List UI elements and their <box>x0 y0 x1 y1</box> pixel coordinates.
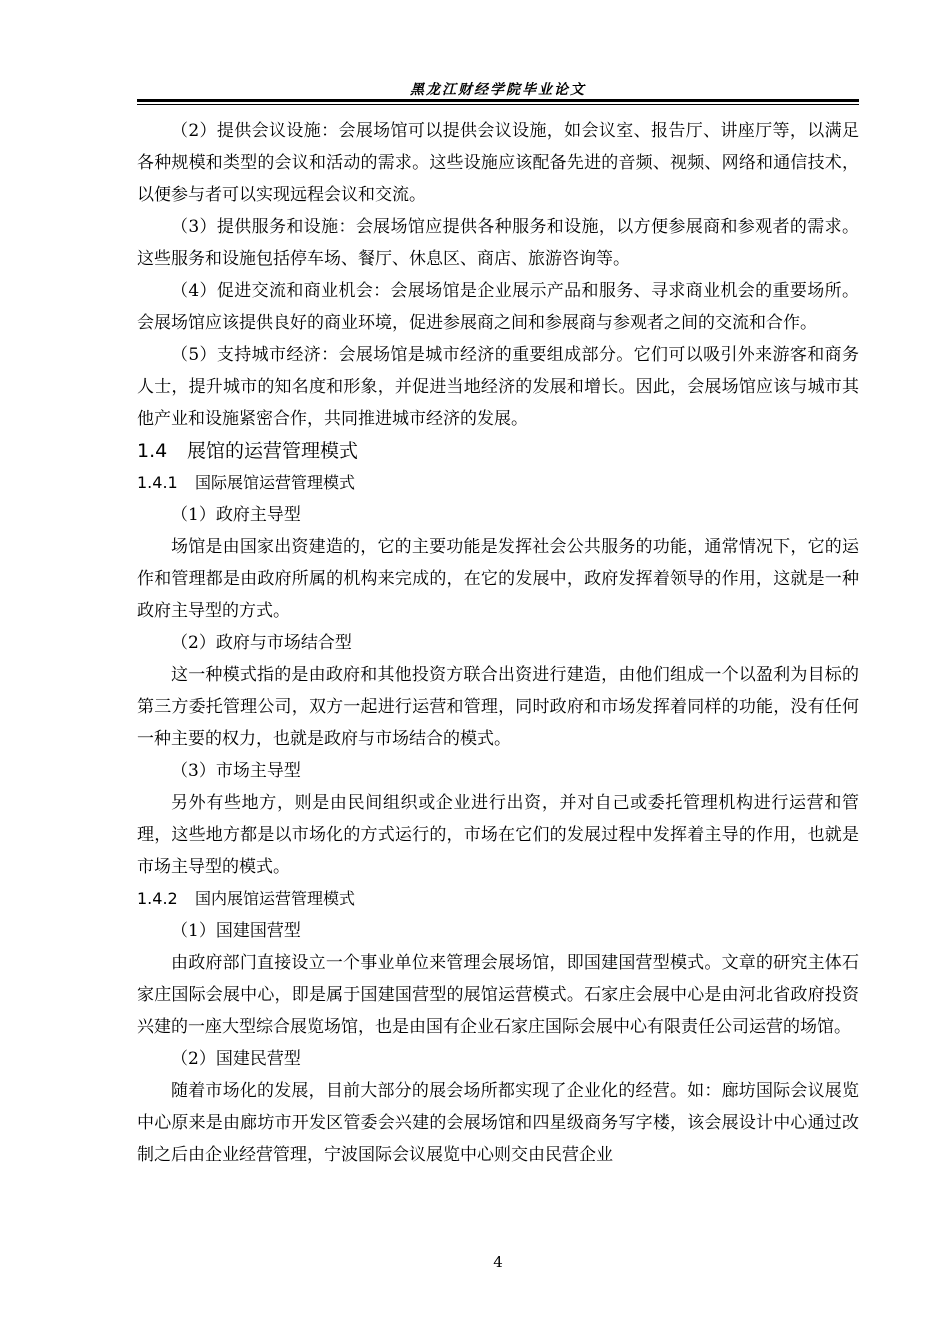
paragraph-services-facilities: （3）提供服务和设施：会展场馆应提供各种服务和设施，以方便参展商和参观者的需求。这些服务和设施包括停车场、餐厅、休息区、商店、旅游咨询等。 <box>137 217 859 269</box>
item-label-government-led: （1）政府主导型 <box>171 505 301 525</box>
item-label-state-built-state-run: （1）国建国营型 <box>171 921 301 941</box>
paragraph-state-built-state-run: 由政府部门直接设立一个事业单位来管理会展场馆，即国建国营型模式。文章的研究主体石家庄国际会展中心，即是属于国建国营型的展馆运营模式。石家庄会展中心是由河北省政府投资兴建的一座大型综合展览场馆，也是由国有企业石家庄国际会展中心有限责任公司运营的场馆。 <box>137 953 859 1037</box>
paragraph-government-market: 这一种模式指的是由政府和其他投资方联合出资进行建造，由他们组成一个以盈利为目标的第三方委托管理公司，双方一起进行运营和管理，同时政府和市场发挥着同样的功能，没有任何一种主要的权力，也就是政府与市场结合的模式。 <box>137 665 859 749</box>
paragraph-city-economy: （5）支持城市经济：会展场馆是城市经济的重要组成部分。它们可以吸引外来游客和商务人士，提升城市的知名度和形象，并促进当地经济的发展和增长。因此，会展场馆应该与城市其他产业和设施紧密合作，共同推进城市经济的发展。 <box>137 345 859 429</box>
paragraph-government-led: 场馆是由国家出资建造的，它的主要功能是发挥社会公共服务的功能，通常情况下，它的运作和管理都是由政府所属的机构来完成的，在它的发展中，政府发挥着领导的作用，这就是一种政府主导型的方式。 <box>137 537 859 621</box>
subsection-number: 1.4.1 <box>137 473 178 492</box>
page-number: 4 <box>493 1253 503 1271</box>
subsection-heading-1-4-2 <box>137 883 859 915</box>
section-heading-1-4 <box>137 435 859 467</box>
item-label-state-built-private-run: （2）国建民营型 <box>171 1049 301 1069</box>
subsection-number: 1.4.2 <box>137 889 178 908</box>
paragraph-business-opportunities: （4）促进交流和商业机会：会展场馆是企业展示产品和服务、寻求商业机会的重要场所。会展场馆应该提供良好的商业环境，促进参展商之间和参展商与参观者之间的交流和合作。 <box>137 281 859 333</box>
subsection-title: 国内展馆运营管理模式 <box>195 889 356 908</box>
header-rule-thick <box>137 99 859 102</box>
section-number: 1.4 <box>137 440 168 462</box>
header-title: 黑龙江财经学院毕业论文 <box>410 82 586 98</box>
subsection-heading-1-4-1 <box>137 467 859 499</box>
subsection-title: 国际展馆运营管理模式 <box>195 473 356 492</box>
paragraph-market-led: 另外有些地方，则是由民间组织或企业进行出资，并对自己或委托管理机构进行运营和管理，这些地方都是以市场化的方式运行的，市场在它们的发展过程中发挥着主导的作用，也就是市场主导型的模式。 <box>137 793 859 877</box>
item-label-government-market: （2）政府与市场结合型 <box>171 633 352 653</box>
section-title: 展馆的运营管理模式 <box>187 440 359 462</box>
paragraph-state-built-private-run: 随着市场化的发展，目前大部分的展会场所都实现了企业化的经营。如：廊坊国际会议展览中心原来是由廊坊市开发区管委会兴建的会展场馆和四星级商务写字楼，该会展设计中心通过改制之后由企业经营管理，宁波国际会议展览中心则交由民营企业 <box>137 1081 859 1165</box>
header-rule-thin <box>137 104 859 105</box>
paragraph-meeting-facilities: （2）提供会议设施：会展场馆可以提供会议设施，如会议室、报告厅、讲座厅等，以满足各种规模和类型的会议和活动的需求。这些设施应该配备先进的音频、视频、网络和通信技术，以便参与者可以实现远程会议和交流。 <box>137 121 859 205</box>
item-label-market-led: （3）市场主导型 <box>171 761 301 781</box>
page-body <box>137 115 859 1171</box>
